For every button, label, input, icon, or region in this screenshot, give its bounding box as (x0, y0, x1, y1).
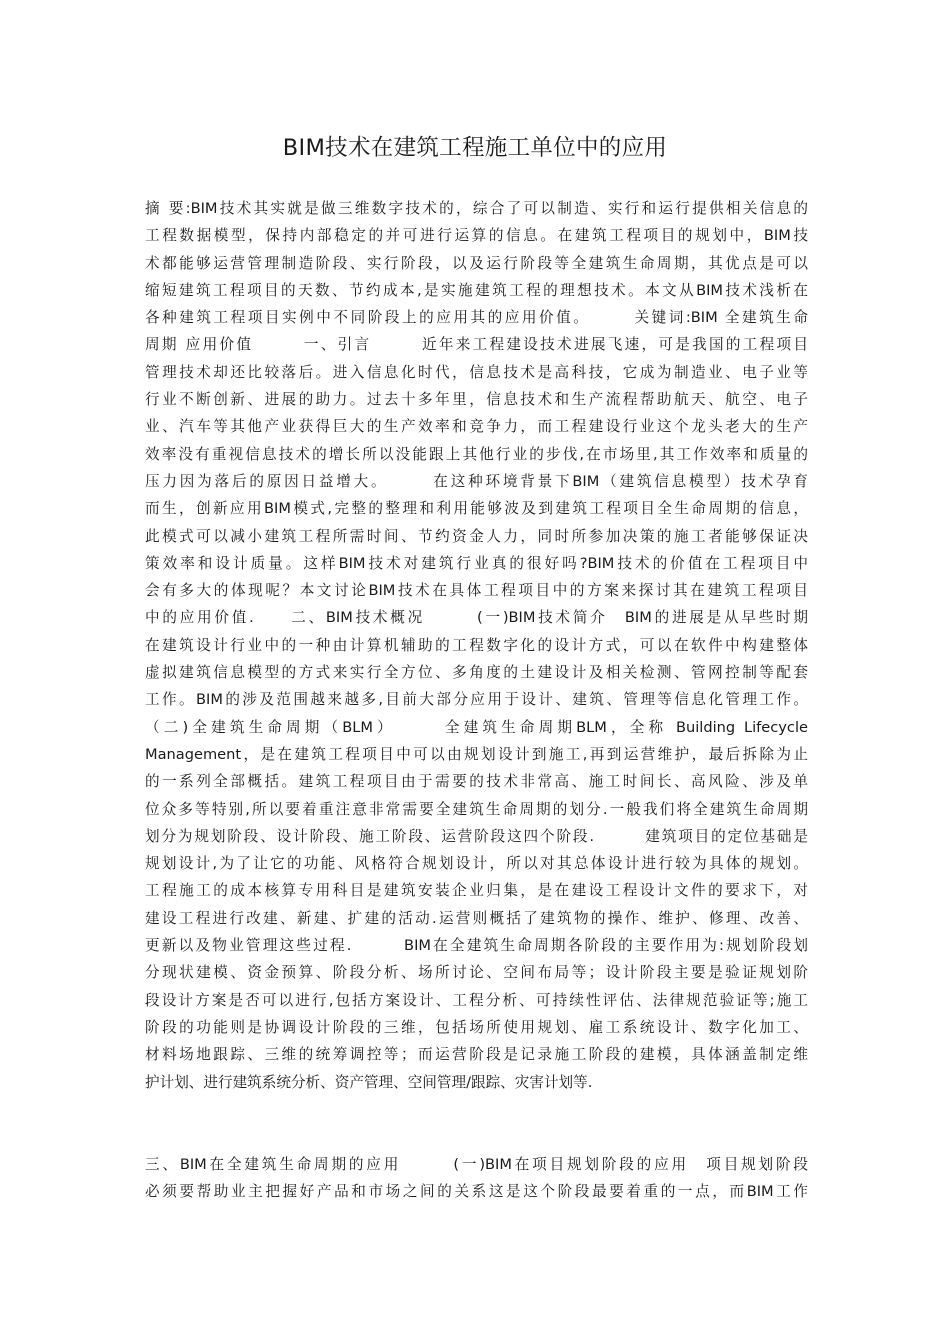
body-text (145, 195, 808, 1096)
text-line: 规划设计,为了让它的功能、风格符合规划设计，所以对其总体设计进行较为具体的规划。 (145, 855, 808, 873)
text-line: 工程施工的成本核算专用科目是建筑安装企业归集，是在建设工程设计文件的要求下，对 (145, 882, 808, 900)
text-line: 工程数据模型，保持内部稳定的并可进行运算的信息。在建筑工程项目的规划中，BIM技 (145, 227, 808, 245)
section-3-text (145, 1151, 808, 1206)
text-line: 策效率和设计质量。这样BIM技术对建筑行业真的很好吗?BIM技术的价值在工程项目中 (145, 554, 808, 572)
text-line: 的一系列全部概括。建筑工程项目由于需要的技术非常高、施工时间长、高风险、涉及单 (145, 773, 808, 791)
text-line: 此模式可以减小建筑工程所需时间、节约资金人力，同时所参加决策的施工者能够保证决 (145, 527, 808, 545)
text-line: 建设工程进行改建、新建、扩建的活动.运营则概括了建筑物的操作、维护、修理、改善、 (145, 909, 808, 927)
text-line: 术都能够运营管理制造阶段、实行阶段，以及运行阶段等全建筑生命周期，其优点是可以 (145, 254, 808, 272)
text-line: 中的应用价值. 二、BIM技术概况 (一)BIM技术简介 BIM的进展是从早些时期 (145, 609, 808, 627)
text-line: 段设计方案是否可以进行,包括方案设计、工程分析、可持续性评估、法律规范验证等;施工 (145, 991, 808, 1009)
text-line: 位众多等特别,所以要着重注意非常需要全建筑生命周期的划分.一般我们将全建筑生命周期 (145, 800, 808, 818)
text-line: 护计划、进行建筑系统分析、资产管理、空间管理/跟踪、灾害计划等. (145, 1073, 593, 1091)
text-line: 更新以及物业管理这些过程. BIM在全建筑生命周期各阶段的主要作用为:规划阶段划 (145, 937, 808, 955)
text-line: 压力因为落后的原因日益增大。 在这种环境背景下BIM（建筑信息模型）技术孕育 (145, 472, 808, 490)
text-line: 阶段的功能则是协调设计阶段的三维，包括场所使用规划、雇工系统设计、数字化加工、 (145, 1018, 808, 1036)
text-line: 缩短建筑工程项目的天数、节约成本,是实施建筑工程的理想技术。本文从BIM技术浅析在 (145, 281, 808, 299)
text-line: 会有多大的体现呢？本文讨论BIM技术在具体工程项目中的方案来探讨其在建筑工程项目 (145, 582, 808, 600)
text-line: 而生，创新应用BIM模式,完整的整理和利用能够波及到建筑工程项目全生命周期的信息， (145, 500, 808, 518)
document-title: BIM技术在建筑工程施工单位中的应用 (282, 135, 668, 161)
text-line: 周期 应用价值 一、引言 近年来工程建设技术进展飞速，可是我国的工程项目 (145, 336, 808, 354)
text-line: 效率没有重视信息技术的增长所以没能跟上其他行业的步伐,在市场里,其工作效率和质量的 (145, 445, 808, 463)
text-line: 必须要帮助业主把握好产品和市场之间的关系这是这个阶段最要着重的一点，而BIM工作 (145, 1183, 808, 1201)
text-line: 三、BIM在全建筑生命周期的应用 (一)BIM在项目规划阶段的应用 项目规划阶段 (145, 1156, 808, 1173)
text-line: 摘 要:BIM技术其实就是做三维数字技术的，综合了可以制造、实行和运行提供相关信息的 (145, 200, 808, 217)
text-line: Management，是在建筑工程项目中可以由规划设计到施工,再到运营维护，最后拆除为止 (145, 745, 808, 763)
text-line: 行业不断创新、进展的助力。过去十多年里，信息技术和生产流程帮助航天、航空、电子 (145, 391, 808, 409)
text-line: 在建筑设计行业中的一种由计算机辅助的工程数字化的设计方式，可以在软件中构建整体 (145, 636, 808, 654)
text-line: 各种建筑工程项目实例中不同阶段上的应用其的应用价值。 关键词:BIM 全建筑生命 (145, 309, 808, 327)
text-line: 虚拟建筑信息模型的方式来实行全方位、多角度的土建设计及相关检测、管网控制等配套 (145, 664, 808, 682)
text-line: 管理技术却还比较落后。进入信息化时代，信息技术是高科技，它成为制造业、电子业等 (145, 363, 808, 381)
text-line: 工作。BIM的涉及范围越来越多,目前大部分应用于设计、建筑、管理等信息化管理工作。 (145, 691, 808, 709)
text-line: 分现状建模、资金预算、阶段分析、场所讨论、空间布局等；设计阶段主要是验证规划阶 (145, 964, 808, 982)
text-line: （二)全建筑生命周期（BLM） 全建筑生命周期BLM，全称 Building Lifecycle (145, 718, 808, 736)
text-line: 材料场地跟踪、三维的统筹调控等；而运营阶段是记录施工阶段的建模，具体涵盖制定维 (145, 1046, 808, 1064)
text-line: 划分为规划阶段、设计阶段、施工阶段、运营阶段这四个阶段. 建筑项目的定位基础是 (145, 827, 808, 845)
text-line: 业、汽车等其他产业获得巨大的生产效率和竞争力，而工程建设行业这个龙头老大的生产 (145, 418, 808, 436)
